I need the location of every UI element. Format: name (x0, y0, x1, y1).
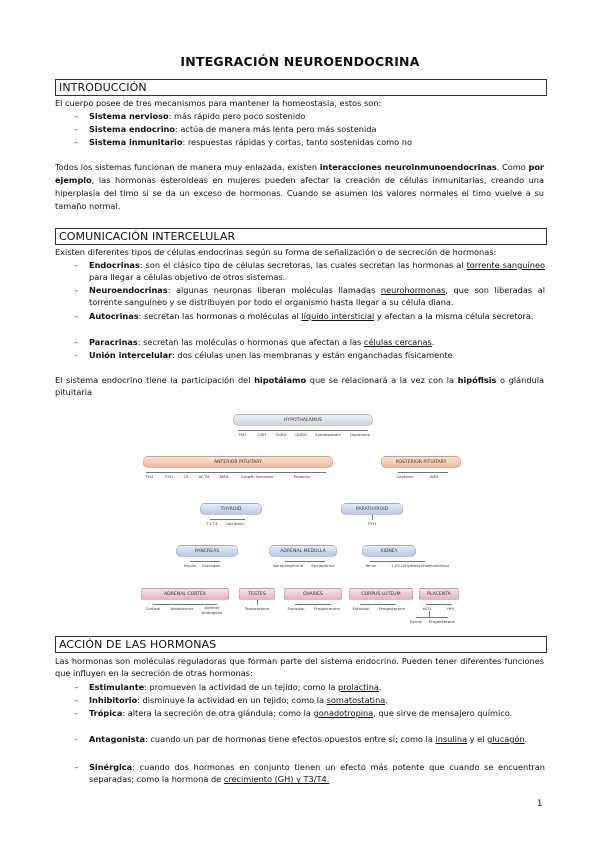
hormone-label: GHRH (295, 432, 307, 437)
section-heading-action: ACCIÓN DE LAS HORMONAS (55, 636, 547, 653)
hormone-label: Progesterone (379, 606, 405, 611)
text: o glándula pituitaria (55, 375, 544, 398)
placenta-box: PLACENTA (419, 588, 459, 600)
connector (257, 600, 258, 605)
hormone-label: Renin (365, 563, 377, 568)
bullet-text: : actúa de manera más lenta pero más sostenida (174, 124, 377, 134)
hormone-label: 1,25-Dihydroxycholecalciferol (391, 563, 449, 568)
ovaries-box: OVARIES (284, 588, 342, 600)
action-bullet-4: - Antagonista: cuando un par de hormonas tiene efectos opuestos entre sí; como la insulina y el glucagón. (75, 734, 528, 744)
term: Endocrinas (89, 260, 140, 270)
connector (295, 604, 331, 605)
hormone-label: Cortisol (145, 606, 161, 611)
hormone-label: Progesterone (429, 619, 455, 624)
text-underline: insulina (435, 734, 468, 744)
parathyroid-box: PARATHYROID (341, 503, 403, 515)
text-underline: neurohormonas (380, 285, 446, 295)
connector (360, 604, 396, 605)
term: Sistema endocrino (89, 124, 175, 134)
text: El sistema endocrino tiene la participación del (55, 375, 255, 385)
text-underline: líquido intersticial (301, 311, 375, 321)
connector (370, 561, 425, 562)
comm-bullet-3: - Autocrinas: secretan las hormonas o moléculas al líquido intersticial y afectan a la misma célula secretora. (75, 311, 534, 321)
connector (210, 519, 245, 520)
bullet-text: : respuestas rápidas y cortas, tanto sostenidas como no (182, 137, 412, 147)
text: . Como (496, 162, 529, 172)
text: . (385, 695, 388, 705)
testes-box: TESTES (239, 588, 275, 600)
term: Autocrinas (89, 311, 139, 321)
hormone-label: Insulin (183, 563, 197, 568)
text: : cuando un par de hormonas tiene efectos opuestos entre sí; como la (145, 734, 436, 744)
hormone-label: Glucagon (201, 563, 221, 568)
kidney-box: KIDNEY (362, 545, 416, 557)
intro-bullet-2: - Sistema endocrino: actúa de manera más lenta pero más sostenida (75, 124, 377, 134)
hormone-label: Norepinephrine (272, 563, 304, 568)
bullet-text: : más rápido pero poco sostenido (168, 111, 306, 121)
corpus-luteum-box: CORPUS LUTEUM (349, 588, 413, 600)
text-underline: crecimiento (GH) y T3/T4. (223, 774, 330, 785)
text-underline: prolactina (338, 682, 379, 692)
term: Paracrinas (89, 337, 138, 347)
term: Neuroendocrinas (89, 285, 168, 295)
text: : disminuye la actividad en un tejido; como la (137, 695, 327, 705)
term: Antagonista (89, 734, 146, 744)
comm-bullet-4: - Paracrinas: secretan las moléculas o hormonas que afectan a las células cercanas. (75, 337, 435, 347)
text: : altera la secreción de otra glándula; como la (122, 708, 314, 718)
action-bullet-5: - Sinérgica: cuando dos hormonas en conjunto tienen un efecto más potente que cuando se encuentran separadas; como la hormona de crecimiento (GH) y T3/T4. (75, 762, 545, 785)
connector (398, 472, 448, 473)
text-underline: somatostatina (326, 695, 386, 705)
comm-bullet-1: - Endocrinas: son el clásico tipo de células secretoras, las cuales secretan las hormonas al torrente sanguíneo para llegar a células objetivo de otros sistemas. (75, 260, 545, 283)
connector (372, 515, 373, 520)
term: Unión intercelular (89, 350, 173, 360)
hormone-label: Somatostatin (315, 432, 341, 437)
comm-bullet-2: - Neuroendocrinas: algunas neuronas liberan moléculas llamadas neurohormonas, que son liberadas al torrente sanguíneo y se distribuyen por todo el organismo hasta llegar a su célula diana. (75, 285, 545, 308)
text: : dos células unen las membranas y están enganchadas físicamente (172, 350, 453, 360)
hormone-label: MSH (219, 474, 229, 479)
hormone-label: PTH (368, 521, 376, 526)
connector (190, 561, 220, 562)
hormone-label: HPL (447, 606, 455, 611)
connector (285, 561, 325, 562)
hormone-label: Prolactin (293, 474, 311, 479)
text: : son el clásico tipo de células secretoras, las cuales secretan las hormonas al (139, 260, 467, 270)
adrenal-cortex-box: ADRENAL CORTEX (141, 588, 229, 600)
action-bullet-3: - Trópica: altera la secreción de otra glándula; como la gonadotropina, que sirve de mensajero químico. (75, 708, 513, 718)
intro-bullet-1: - Sistema nervioso: más rápido pero poco sostenido (75, 111, 306, 121)
action-bullet-2: - Inhibitorio: disminuye la actividad en un tejido; como la somatostatina. (75, 695, 388, 705)
hormone-label: GnRH (275, 432, 287, 437)
intro-bullet-3: - Sistema inmunitario: respuestas rápidas y cortas, tanto sostenidas como no (75, 137, 412, 147)
text: . (524, 734, 528, 744)
term: Inhibitorio (89, 695, 138, 705)
hormone-label: Epinephrine (311, 563, 335, 568)
hormone-label: FSH (165, 474, 173, 479)
posterior-pituitary-box: POSTERIOR PITUITARY (381, 456, 461, 468)
text-bold: por ejemplo (55, 162, 544, 185)
hormone-label: HCG (422, 606, 432, 611)
text-underline: torrente sanguíneo (466, 260, 545, 270)
text: : secretan las hormonas o moléculas al (138, 311, 302, 321)
hormone-label: T3,T4 (206, 521, 218, 526)
text: . (378, 682, 382, 692)
text-bold: hipófisis (457, 375, 497, 385)
action-bullet-1: - Estimulante: promueven la actividad de un tejido; como la prolactina. (75, 682, 382, 692)
text: : secretan las moléculas o hormonas que afectan a las (137, 337, 364, 347)
hormone-label: Growth hormone (240, 474, 274, 479)
text-underline: gonadotropina (313, 708, 374, 718)
text: , que sirve de mensajero químico. (373, 708, 513, 718)
page-number: 1 (537, 799, 543, 809)
text-bold: hipotálamo (254, 375, 307, 385)
hormone-label: Testosterone (244, 606, 270, 611)
text: que se relacionará a la vez con la (306, 375, 458, 385)
hormone-label: CRH (257, 432, 267, 437)
thyroid-box: THYROID (200, 503, 262, 515)
comm-paragraph-2 (55, 374, 544, 399)
hormone-label: Estriol (409, 619, 423, 624)
hormone-label: Estradiol (352, 606, 370, 611)
section-heading-comm: COMUNICACIÓN INTERCELULAR (55, 228, 547, 245)
section-heading-intro: INTRODUCCIÓN (55, 79, 547, 96)
hormone-label: Dopamine (350, 432, 370, 437)
connector (426, 604, 452, 605)
term: Trópica (89, 708, 123, 718)
hormone-label: Aldosterone (170, 606, 194, 611)
hormone-label: ADH (429, 474, 439, 479)
intro-lead: El cuerpo posee de tres mecanismos para mantener la homeostasia, estos son: (55, 98, 382, 108)
hormone-label: Adrenal androgens (201, 605, 223, 615)
text: Todos los sistemas funcionan de manera muy enlazada, existen (55, 162, 320, 172)
text-underline: glucagón (487, 734, 525, 744)
adrenal-medulla-box: ADRENAL MEDULLA (269, 545, 337, 557)
text: y el (467, 734, 488, 744)
connector (146, 472, 326, 473)
hypothalamus-box: HYPOTHALAMUS (233, 414, 373, 426)
pancreas-box: PANCREAS (176, 545, 238, 557)
text-underline: células cercanas (363, 337, 432, 347)
text: y afectan a la misma célula secretora. (374, 311, 534, 321)
text: , que son liberadas al torrente sanguíneo y se distribuyen por todo el organismo hasta llegar a su célula diana. (89, 285, 545, 308)
comm-bullet-5: - Unión intercelular: dos células unen las membranas y están enganchadas físicamente (75, 350, 453, 360)
hormone-label: Calcitonin (225, 521, 245, 526)
intro-paragraph-2 (55, 161, 544, 213)
hormone-label: TSH (145, 474, 153, 479)
text: , las hormonas esteroideas en mujeres pueden afectar la creación de células inmunitarias, creando una hiperplasia del timo si se da un exceso de hormonas. Cuando se asumen los valores normales el timo vuelve a su tamaño normal. (55, 175, 544, 211)
text: : cuando dos hormonas en conjunto tienen un efecto más potente que cuando se encuentran separadas; como la hormona de (89, 762, 545, 785)
endocrine-glands-diagram (138, 410, 468, 635)
hormone-label: ACTH (198, 474, 210, 479)
comm-lead: Existen diferentes tipos de células endocrinas según su forma de señalización o de secreción de hormonas: (55, 247, 497, 257)
term: Sistema inmunitario (89, 137, 183, 147)
text: : promueven la actividad de un tejido; como la (144, 682, 339, 692)
connector (416, 617, 448, 618)
term: Estimulante (89, 682, 145, 692)
hormone-label: Oxytocin (396, 474, 414, 479)
connector (238, 430, 368, 431)
term: Sistema nervioso (89, 111, 169, 121)
hormone-label: LH (183, 474, 189, 479)
text-bold: interacciones neuroinmunoendocrinas (319, 162, 497, 172)
text: para llegar a células objetivo de otros sistemas. (89, 272, 286, 283)
hormone-label: TRH (237, 432, 247, 437)
page-title: INTEGRACIÓN NEUROENDOCRINA (180, 54, 420, 69)
term: Sinérgica (89, 762, 133, 772)
text: : algunas neuronas liberan moléculas llamadas (167, 285, 381, 295)
text: . (431, 337, 435, 347)
hormone-label: Estradiol (287, 606, 305, 611)
action-lead: Las hormonas son moléculas reguladoras que forman parte del sistema endocrino. Pueden tener diferentes funciones que influyen en la secreción de otras hormonas: (55, 656, 544, 679)
hormone-label: Progesterone (314, 606, 340, 611)
anterior-pituitary-box: ANTERIOR PITUITARY (143, 456, 333, 468)
